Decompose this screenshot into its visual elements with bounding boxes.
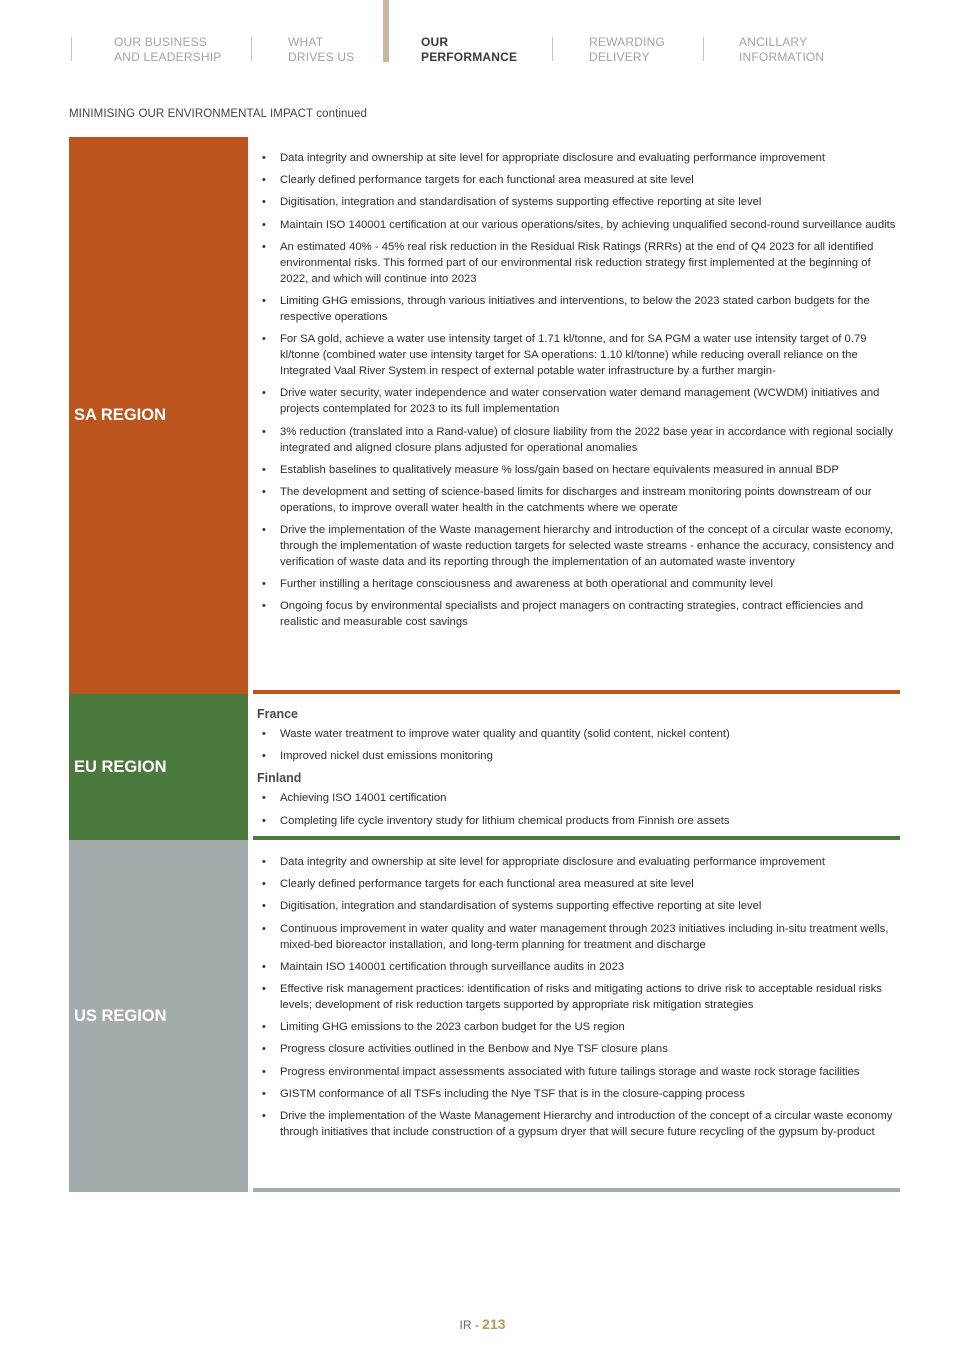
region-divider [253,1188,900,1192]
nav-separator [71,37,72,61]
list-item: • Clearly defined performance targets for each functional area measured at site level [257,172,900,188]
section-title-suffix: continued [316,108,368,120]
region-body-sa [257,150,900,637]
nav-item-rewarding-delivery[interactable] [589,35,665,65]
region-body-us [257,854,900,1146]
list-item: • Limiting GHG emissions, through various initiatives and interventions, to below the 2023 stated carbon budgets for the respective operations [257,293,900,325]
list-item: • Digitisation, integration and standardisation of systems supporting effective reporting at site level [257,898,900,914]
list-item: • Establish baselines to qualitatively measure % loss/gain based on hectare equivalents measured in annual BDP [257,462,900,478]
france-bullet-list [257,726,900,764]
nav-separator [703,37,704,61]
region-tab-sa [69,137,248,694]
list-item: • Achieving ISO 14001 certification [257,790,900,806]
subheading-finland: Finland [257,771,302,786]
page-number: 213 [482,1316,506,1332]
nav-label-line1: REWARDING [589,35,666,49]
list-item: • Maintain ISO 140001 certification through surveillance audits in 2023 [257,959,900,975]
section-title [69,108,367,120]
nav-label-line2: DELIVERY [589,50,650,64]
nav-label-line2: INFORMATION [739,50,825,64]
list-item: • An estimated 40% - 45% real risk reduction in the Residual Risk Ratings (RRRs) at the end of Q4 2023 for all identified environmental risks. This formed part of our environmental risk reduction strategy first implemented at the beginning of 2022, and which will continue into 2023 [257,239,900,287]
nav-label-line2: DRIVES US [288,50,355,64]
list-item: • Continuous improvement in water quality and water management through 2023 initiatives including in-situ treatment wells, mixed-bed bioreactor installation, and long-term planning for treatment and discharge [257,921,900,953]
list-item: • Drive the implementation of the Waste Management Hierarchy and introduction of the concept of a circular waste economy through initiatives that include construction of a gypsum dryer that will secure future recycling of the gypsum by-product [257,1108,900,1140]
footer-prefix: IR - [459,1318,483,1332]
nav-label-line1: OUR [421,35,449,49]
top-navigation [0,0,965,70]
region-tab-eu [69,694,248,840]
list-item: • Further instilling a heritage consciousness and awareness at both operational and community level [257,576,900,592]
nav-active-indicator [383,0,389,62]
list-item: • Progress environmental impact assessments associated with future tailings storage and waste rock storage facilities [257,1064,900,1080]
nav-item-our-business[interactable] [114,35,222,65]
list-item: • Data integrity and ownership at site level for appropriate disclosure and evaluating performance improvement [257,854,900,870]
list-item: • Improved nickel dust emissions monitoring [257,748,900,764]
nav-label-line1: OUR BUSINESS [114,35,208,49]
region-us [69,840,900,1192]
region-body-eu [257,706,900,835]
sa-bullet-list [257,150,900,630]
region-label: SA REGION [74,406,166,424]
nav-separator [251,37,252,61]
section-title-text: MINIMISING OUR ENVIRONMENTAL IMPACT [69,108,313,120]
region-eu [69,694,900,840]
list-item: • GISTM conformance of all TSFs including the Nye TSF that is in the closure-capping process [257,1086,900,1102]
list-item: • Effective risk management practices: identification of risks and mitigating actions to drive risk to acceptable residual risks levels; development of risk reduction targets supported by appropriate risk mitigation strategies [257,981,900,1013]
nav-item-ancillary-information[interactable] [739,35,824,65]
nav-item-what-drives-us[interactable] [288,35,354,65]
nav-label-line1: WHAT [288,35,324,49]
list-item: • Completing life cycle inventory study for lithium chemical products from Finnish ore assets [257,813,900,829]
nav-label-line2: AND LEADERSHIP [114,50,222,64]
region-tab-us [69,840,248,1192]
nav-label-line1: ANCILLARY [739,35,808,49]
list-item: • Clearly defined performance targets for each functional area measured at site level [257,876,900,892]
list-item: • For SA gold, achieve a water use intensity target of 1.71 kl/tonne, and for SA PGM a water use intensity target of 0.79 kl/tonne (combined water use intensity target for SA operations: 1.10 kl/tonne) while reducing overall reliance on the Integrated Vaal River System in respect of external potable water infrastructure by a further margin- [257,331,900,379]
list-item: • 3% reduction (translated into a Rand-value) of closure liability from the 2022 base year in accordance with regional socially integrated and aligned closure plans adjusted for operational anomalies [257,424,900,456]
region-label: US REGION [74,1006,167,1025]
page-footer [0,1316,965,1332]
finland-bullet-list [257,790,900,828]
list-item: • Ongoing focus by environmental specialists and project managers on contracting strategies, contract efficiencies and realistic and measurable cost savings [257,598,900,630]
nav-separator [552,37,553,61]
region-label: EU REGION [74,757,167,776]
list-item: • Progress closure activities outlined in the Benbow and Nye TSF closure plans [257,1041,900,1057]
subheading-france: France [257,707,298,721]
list-item: • Digitisation, integration and standardisation of systems supporting effective reporting at site level [257,194,900,210]
list-item: • The development and setting of science-based limits for discharges and instream monitoring points downstream of our operations, to improve overall water health in the catchments where we operate [257,484,900,516]
list-item: • Limiting GHG emissions to the 2023 carbon budget for the US region [257,1019,900,1035]
region-sa [69,137,900,694]
list-item: • Drive the implementation of the Waste management hierarchy and introduction of the concept of a circular waste economy, through the implementation of waste reduction targets for selected waste streams - enhance the accuracy, consistency and verification of waste data and its reporting through the implementation of an automated waste inventory [257,522,900,570]
nav-label-line2: PERFORMANCE [421,50,518,64]
list-item: • Maintain ISO 140001 certification at our various operations/sites, by achieving unqualified second-round surveillance audits [257,217,900,233]
list-item: • Waste water treatment to improve water quality and quantity (solid content, nickel content) [257,726,900,742]
list-item: • Drive water security, water independence and water conservation water demand management (WCWDM) initiatives and projects contemplated for 2023 to its full implementation [257,385,900,417]
nav-item-our-performance[interactable] [421,35,517,65]
us-bullet-list [257,854,900,1140]
list-item: • Data integrity and ownership at site level for appropriate disclosure and evaluating performance improvement [257,150,900,166]
